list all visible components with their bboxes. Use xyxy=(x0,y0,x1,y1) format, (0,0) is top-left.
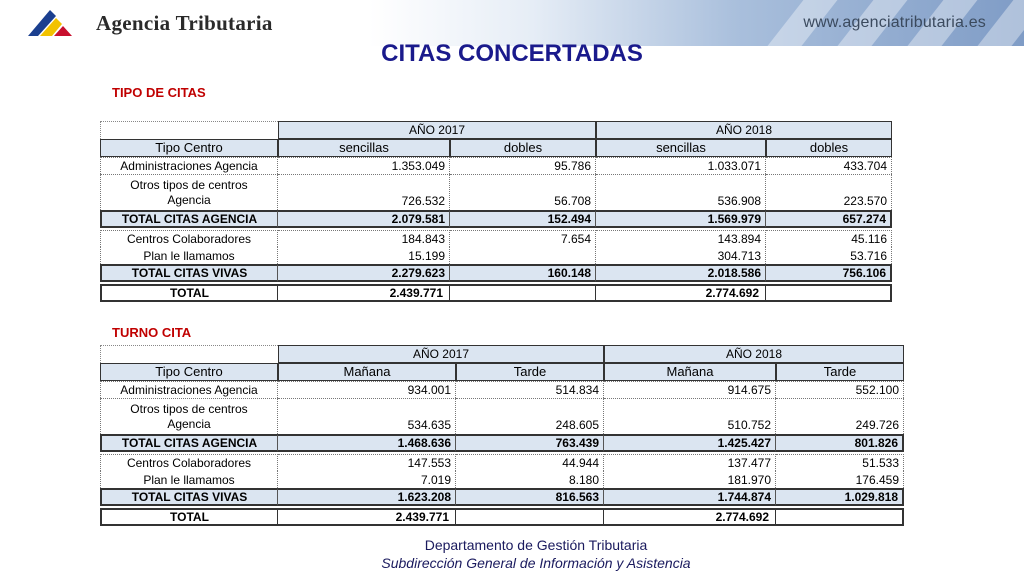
blank-header-cell xyxy=(100,121,278,139)
cell-value: 1.569.979 xyxy=(596,210,766,228)
cell-value: 53.716 xyxy=(766,247,892,264)
table-row xyxy=(100,247,892,264)
cell-value: 304.713 xyxy=(596,247,766,264)
empty-cell xyxy=(766,284,892,302)
cell-value: 2.439.771 xyxy=(278,508,456,526)
cell-value: 2.018.586 xyxy=(596,264,766,282)
cell-value: 816.563 xyxy=(456,488,604,506)
cell-value: 763.439 xyxy=(456,434,604,452)
cell-value: 223.570 xyxy=(766,174,892,210)
table-row xyxy=(100,471,904,488)
cell-value: 15.199 xyxy=(278,247,450,264)
row-label: TOTAL CITAS AGENCIA xyxy=(100,210,278,228)
cell-value: 51.533 xyxy=(776,454,904,471)
cell-value: 44.944 xyxy=(456,454,604,471)
total-row xyxy=(100,264,892,282)
cell-value: 2.774.692 xyxy=(596,284,766,302)
row-label xyxy=(100,398,278,434)
row-label: Plan le llamamos xyxy=(100,247,278,264)
cell-value: 536.908 xyxy=(596,174,766,210)
cell-value: 249.726 xyxy=(776,398,904,434)
cell-value: 1.623.208 xyxy=(278,488,456,506)
column-header-row xyxy=(100,363,904,381)
year-header-row xyxy=(100,121,892,139)
row-label-line: Agencia xyxy=(167,417,211,431)
tipo-citas-table xyxy=(100,121,892,302)
column-header: Tarde xyxy=(776,363,904,381)
cell-value xyxy=(450,247,596,264)
row-label: Administraciones Agencia xyxy=(100,157,278,174)
turno-cita-table xyxy=(100,345,904,526)
cell-value: 8.180 xyxy=(456,471,604,488)
section-title-turno: TURNO CITA xyxy=(112,325,192,340)
cell-value: 176.459 xyxy=(776,471,904,488)
cell-value: 143.894 xyxy=(596,230,766,247)
row-label: TOTAL xyxy=(100,508,278,526)
row-label: Administraciones Agencia xyxy=(100,381,278,398)
agencia-tributaria-logo-icon xyxy=(26,6,74,40)
cell-value: 137.477 xyxy=(604,454,776,471)
column-header: Tarde xyxy=(456,363,604,381)
cell-value: 1.029.818 xyxy=(776,488,904,506)
row-label-line: Agencia xyxy=(167,193,211,207)
cell-value: 45.116 xyxy=(766,230,892,247)
cell-value: 248.605 xyxy=(456,398,604,434)
cell-value: 184.843 xyxy=(278,230,450,247)
column-header: Mañana xyxy=(604,363,776,381)
column-header: Mañana xyxy=(278,363,456,381)
cell-value: 2.279.623 xyxy=(278,264,450,282)
brand-name: Agencia Tributaria xyxy=(96,11,273,35)
cell-value: 552.100 xyxy=(776,381,904,398)
page-title: CITAS CONCERTADAS xyxy=(381,40,643,67)
cell-value: 756.106 xyxy=(766,264,892,282)
column-header-row xyxy=(100,139,892,157)
grand-total-row xyxy=(100,284,892,302)
column-header: dobles xyxy=(450,139,596,157)
row-label: TOTAL CITAS VIVAS xyxy=(100,264,278,282)
cell-value: 1.353.049 xyxy=(278,157,450,174)
column-header: Tipo Centro xyxy=(100,139,278,157)
row-label: TOTAL CITAS VIVAS xyxy=(100,488,278,506)
row-label-line: Otros tipos de centros xyxy=(130,178,248,192)
cell-value: 147.553 xyxy=(278,454,456,471)
row-label: Centros Colaboradores xyxy=(100,454,278,471)
cell-value: 2.439.771 xyxy=(278,284,450,302)
footer-subdirection: Subdirección General de Información y Asistencia xyxy=(381,555,691,571)
cell-value: 181.970 xyxy=(604,471,776,488)
grand-total-row xyxy=(100,508,904,526)
table-row xyxy=(100,454,904,471)
row-label-line: Otros tipos de centros xyxy=(130,402,248,416)
cell-value: 914.675 xyxy=(604,381,776,398)
cell-value: 2.079.581 xyxy=(278,210,450,228)
row-label: Centros Colaboradores xyxy=(100,230,278,247)
column-header: dobles xyxy=(766,139,892,157)
blank-header-cell xyxy=(100,345,278,363)
total-row xyxy=(100,434,904,452)
cell-value: 1.425.427 xyxy=(604,434,776,452)
row-label: TOTAL xyxy=(100,284,278,302)
cell-value: 510.752 xyxy=(604,398,776,434)
row-label xyxy=(100,174,278,210)
column-header: sencillas xyxy=(278,139,450,157)
cell-value: 160.148 xyxy=(450,264,596,282)
table-row xyxy=(100,398,904,434)
empty-cell xyxy=(776,508,904,526)
table-row xyxy=(100,174,892,210)
year-header-row xyxy=(100,345,904,363)
cell-value: 1.468.636 xyxy=(278,434,456,452)
empty-cell xyxy=(456,508,604,526)
year-header: AÑO 2018 xyxy=(604,345,904,363)
cell-value: 657.274 xyxy=(766,210,892,228)
cell-value: 1.033.071 xyxy=(596,157,766,174)
total-row xyxy=(100,210,892,228)
site-url[interactable]: www.agenciatributaria.es xyxy=(803,14,986,31)
footer-department: Departamento de Gestión Tributaria xyxy=(424,537,648,553)
cell-value: 152.494 xyxy=(450,210,596,228)
table-row xyxy=(100,381,904,398)
cell-value: 7.019 xyxy=(278,471,456,488)
cell-value: 534.635 xyxy=(278,398,456,434)
year-header: AÑO 2017 xyxy=(278,121,596,139)
empty-cell xyxy=(450,284,596,302)
row-label: TOTAL CITAS AGENCIA xyxy=(100,434,278,452)
cell-value: 726.532 xyxy=(278,174,450,210)
row-label: Plan le llamamos xyxy=(100,471,278,488)
cell-value: 514.834 xyxy=(456,381,604,398)
year-header: AÑO 2017 xyxy=(278,345,604,363)
total-row xyxy=(100,488,904,506)
column-header: sencillas xyxy=(596,139,766,157)
cell-value: 934.001 xyxy=(278,381,456,398)
cell-value: 801.826 xyxy=(776,434,904,452)
cell-value: 95.786 xyxy=(450,157,596,174)
cell-value: 7.654 xyxy=(450,230,596,247)
cell-value: 2.774.692 xyxy=(604,508,776,526)
year-header: AÑO 2018 xyxy=(596,121,892,139)
section-title-tipo: TIPO DE CITAS xyxy=(112,85,206,100)
cell-value: 56.708 xyxy=(450,174,596,210)
table-row xyxy=(100,230,892,247)
table-row xyxy=(100,157,892,174)
column-header: Tipo Centro xyxy=(100,363,278,381)
cell-value: 433.704 xyxy=(766,157,892,174)
cell-value: 1.744.874 xyxy=(604,488,776,506)
